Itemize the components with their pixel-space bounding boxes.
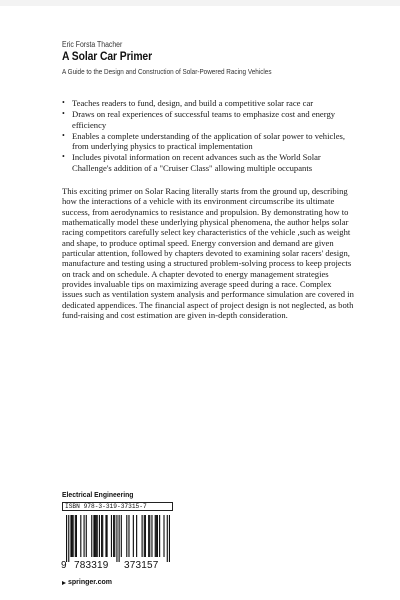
feature-item: [62, 131, 352, 152]
isbn-barcode-block: [62, 502, 173, 572]
author-name: Eric Forsta Thacher: [62, 40, 123, 49]
barcode-bar: [156, 515, 157, 557]
barcode-bar: [128, 515, 129, 557]
barcode-bar: [71, 515, 72, 557]
barcode-bar: [93, 515, 94, 557]
barcode-bar: [144, 515, 145, 557]
feature-text: Includes pivotal information on recent advances such as the World Solar Challenge's addition of a "Cruiser Class" allowing multiple occupants: [72, 152, 321, 173]
bullet-dot-icon: •: [62, 98, 65, 107]
barcode-bar: [163, 515, 164, 557]
barcode-bar: [136, 515, 137, 557]
book-subtitle: A Guide to the Design and Construction of Solar-Powered Racing Vehicles: [62, 67, 272, 76]
subject-category: Electrical Engineering: [62, 490, 134, 499]
barcode-bar: [148, 515, 149, 557]
bullet-dot-icon: •: [62, 130, 65, 140]
barcode-bar: [91, 515, 92, 557]
publisher-name: springer.com: [68, 579, 112, 586]
barcode-bar: [105, 515, 106, 557]
barcode-digits: [62, 560, 173, 572]
barcode-bar: [167, 515, 168, 562]
barcode-bar: [149, 515, 150, 557]
barcode-bar: [114, 515, 115, 557]
isbn-label: ISBN 978-3-319-37315-7: [62, 502, 173, 511]
barcode-bar: [145, 515, 146, 557]
feature-list: [62, 98, 352, 174]
barcode-bar: [76, 515, 77, 557]
publisher-link[interactable]: [62, 579, 112, 586]
barcode-bar: [107, 515, 108, 557]
barcode-bar: [96, 515, 97, 557]
feature-text: Enables a complete understanding of the application of solar power to vehicles, from underlying physics to practical implementation: [72, 130, 346, 152]
barcode-bar: [94, 515, 95, 557]
barcode-bar: [97, 515, 98, 557]
barcode-bar: [111, 515, 112, 557]
barcode-bar: [84, 515, 85, 557]
barcode-bar: [102, 515, 103, 557]
feature-text: Draws on real experiences of successful teams to emphasize cost and energy efficiency: [72, 109, 336, 130]
barcode-bar: [73, 515, 74, 557]
barcode-bar: [119, 515, 120, 562]
bullet-dot-icon: •: [62, 152, 65, 162]
barcode-bar: [101, 515, 102, 557]
barcode-bar: [133, 515, 134, 557]
barcode-bar: [80, 515, 81, 557]
barcode-bar: [113, 515, 114, 557]
arrow-right-icon: [62, 581, 66, 585]
barcode-bar: [169, 515, 170, 562]
feature-item: [62, 109, 352, 130]
barcode-bar: [159, 515, 160, 557]
barcode-digits-left: 783319: [74, 560, 109, 571]
barcode-bar: [126, 515, 127, 557]
barcode: [66, 515, 170, 562]
barcode-digit-first: 9: [61, 560, 67, 571]
feature-text: Teaches readers to fund, design, and build a competitive solar race car: [72, 98, 314, 108]
barcode-bar: [116, 515, 117, 562]
barcode-bar: [157, 515, 158, 557]
barcode-bar: [68, 515, 69, 562]
barcode-bar: [151, 515, 152, 557]
feature-item: [62, 98, 352, 108]
feature-item: [62, 152, 352, 173]
barcode-bar: [142, 515, 143, 557]
barcode-bar: [70, 515, 71, 557]
barcode-bar: [99, 515, 100, 557]
barcode-bar: [75, 515, 76, 557]
barcode-digits-right: 373157: [124, 560, 159, 571]
book-title: A Solar Car Primer: [62, 51, 153, 63]
barcode-bar: [86, 515, 87, 557]
barcode-bar: [155, 515, 156, 557]
bullet-dot-icon: •: [62, 109, 65, 119]
barcode-bar: [66, 515, 67, 562]
barcode-bar: [121, 515, 122, 557]
top-bar: [0, 0, 400, 6]
book-description: This exciting primer on Solar Racing literally starts from the ground up, describing how the interactions of a vehicle with its environment circumscribe its ultimate success, from aerodynamics to resistance and propulsion. By demonstrating how to mathematically model these underlying physical phenomena, the author helps solar racing competitors carefully select key characteristics of the vehicle ,such as weight and shape, to produce optimal speed. Energy conversion and demand are given particular attention, followed by chapters devoted to examining solar racers' design, manufacture and testing using a structured problem-solving process to keep projects on track and on schedule. A chapter devoted to energy management strategies provides invaluable tips on maximizing average speed during a race. Complex issues such as ventilation system analysis and performance simulation are covered in dedicated appendices. The financial aspect of project design is not neglected, as both fund-raising and cost estimation are given in-depth consideration.: [62, 186, 354, 321]
